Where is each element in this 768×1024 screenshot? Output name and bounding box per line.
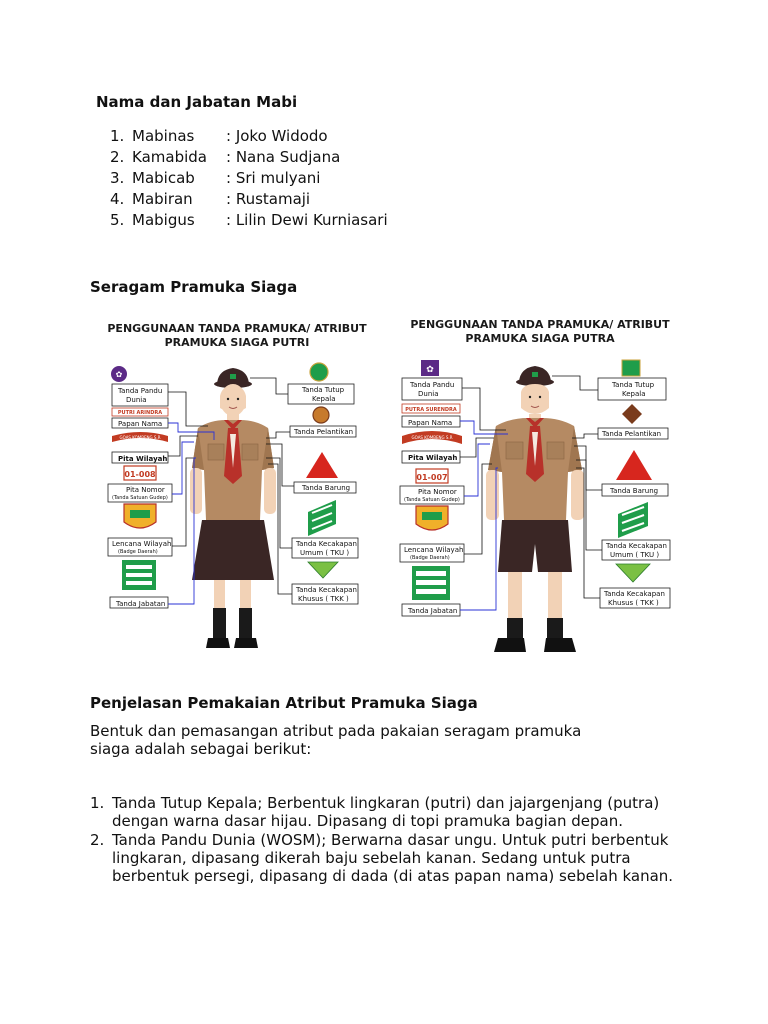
tutup-kepala-badge-icon xyxy=(310,363,328,381)
list-number: 3. xyxy=(110,169,125,187)
label-text: Pita Wilayah xyxy=(408,454,458,462)
scout-boy-figure xyxy=(486,366,584,652)
label-text: Lencana Wilayah xyxy=(404,546,464,554)
name-banner-text: PUTRA SURENDRA xyxy=(405,407,457,413)
list-item-line: dengan warna dasar hijau. Dipasang di topi pramuka bagian depan. xyxy=(112,812,624,830)
label-text: Pita Wilayah xyxy=(118,455,168,463)
barung-triangle-icon xyxy=(616,450,652,480)
label-text: Tanda Kecakapan xyxy=(606,542,667,550)
mabi-name: : Joko Widodo xyxy=(226,127,328,145)
mabi-role: Mabicab xyxy=(132,169,195,187)
label-text: Khusus ( TKK ) xyxy=(608,599,659,607)
mabi-name: : Sri mulyani xyxy=(226,169,321,187)
list-number: 2. xyxy=(90,831,105,849)
pelantikan-badge-icon xyxy=(313,407,329,423)
mabi-name: : Lilin Dewi Kurniasari xyxy=(226,211,388,229)
intro-line: Bentuk dan pemasangan atribut pada pakaian seragam pramuka xyxy=(90,722,582,740)
mabi-role: Mabiran xyxy=(132,190,193,208)
label-subtext: (Badge Daerah) xyxy=(410,555,450,561)
mabi-list xyxy=(110,126,388,231)
label-text: Tanda Barung xyxy=(302,484,351,492)
list-number: 1. xyxy=(90,794,105,812)
panel-putra xyxy=(400,318,670,652)
svg-text:✿: ✿ xyxy=(426,365,434,375)
penjelasan-intro xyxy=(90,722,581,758)
label-text: Tanda Kecakapan xyxy=(296,540,357,548)
label-text: Tanda Pelantikan xyxy=(602,430,662,438)
label-text: Kepala xyxy=(622,390,646,398)
panel-title: PENGGUNAAN TANDA PRAMUKA/ ATRIBUT xyxy=(107,322,367,335)
mabi-role: Mabigus xyxy=(132,211,195,229)
mabi-role: Kamabida xyxy=(132,148,207,166)
barung-triangle-icon xyxy=(306,452,338,478)
label-text: Tanda Pandu xyxy=(410,381,455,389)
list-item-line: Tanda Pandu Dunia (WOSM); Berwarna dasar ungu. Untuk putri berbentuk xyxy=(112,831,669,849)
list-item xyxy=(90,831,673,885)
list-item-line: berbentuk persegi, dipasang di dada (di atas papan nama) sebelah kanan. xyxy=(112,867,674,885)
label-text: Tanda Tutup xyxy=(302,386,345,394)
label-subtext: (Tanda Satuan Gudep) xyxy=(112,495,168,501)
pelantikan-badge-icon xyxy=(622,404,642,424)
panel-putri xyxy=(107,322,367,648)
intro-line: siaga adalah sebagai berikut: xyxy=(90,740,312,758)
label-text: Kepala xyxy=(312,395,336,403)
label-text: Umum ( TKU ) xyxy=(610,551,660,559)
wilayah-ribbon-text: GOAS KOMBENG S.R xyxy=(119,435,161,440)
label-text: Tanda Jabatan xyxy=(116,600,166,608)
mabi-role: Mabinas xyxy=(132,127,195,145)
label-text: Tanda Jabatan xyxy=(408,607,458,615)
list-number: 4. xyxy=(110,190,125,208)
tkk-badge-icon xyxy=(616,564,650,582)
label-text: Papan Nama xyxy=(118,420,163,428)
list-item xyxy=(110,189,388,210)
tutup-kepala-badge-icon xyxy=(622,360,640,376)
mabi-heading: Nama dan Jabatan Mabi xyxy=(96,93,298,111)
label-text: Papan Nama xyxy=(408,419,453,427)
list-item-line: lingkaran, dipasang dikerah baju sebelah kanan. Sedang untuk putra xyxy=(112,849,631,867)
label-subtext: (Badge Daerah) xyxy=(118,549,158,555)
list-number: 2. xyxy=(110,148,125,166)
svg-text:✿: ✿ xyxy=(115,370,123,379)
label-text: Tanda Kecakapan xyxy=(604,590,665,598)
list-item xyxy=(90,794,673,830)
label-text: Pita Nomor xyxy=(126,486,165,494)
list-item xyxy=(110,126,388,147)
panel-subtitle: PRAMUKA SIAGA PUTRA xyxy=(465,332,615,345)
list-item xyxy=(110,168,388,189)
label-text: Khusus ( TKK ) xyxy=(298,595,349,603)
label-text: Pita Nomor xyxy=(418,488,457,496)
list-item xyxy=(110,147,388,168)
label-text: Tanda Kecakapan xyxy=(296,586,357,594)
label-text: Lencana Wilayah xyxy=(112,540,172,548)
label-text: Tanda Barung xyxy=(610,487,659,495)
label-text: Dunia xyxy=(418,390,439,398)
list-item xyxy=(110,210,388,231)
list-number: 1. xyxy=(110,127,125,145)
wilayah-ribbon-text: GOAS KOMBENG S.R xyxy=(411,435,453,440)
scout-girl-figure xyxy=(190,368,276,648)
uniform-figure xyxy=(90,308,690,670)
label-text: Tanda Tutup xyxy=(612,381,655,389)
panel-title: PENGGUNAAN TANDA PRAMUKA/ ATRIBUT xyxy=(410,318,670,331)
label-text: Dunia xyxy=(126,396,147,404)
label-text: Tanda Pandu xyxy=(118,387,163,395)
seragam-heading: Seragam Pramuka Siaga xyxy=(90,278,298,296)
label-text: Tanda Pelantikan xyxy=(294,428,354,436)
pita-nomor-value: 01-007 xyxy=(416,473,448,482)
label-text: Umum ( TKU ) xyxy=(300,549,350,557)
pita-nomor-value: 01-008 xyxy=(124,470,156,479)
mabi-name: : Nana Sudjana xyxy=(226,148,341,166)
penjelasan-list xyxy=(90,794,673,886)
label-subtext: (Tanda Satuan Gudep) xyxy=(404,497,460,503)
panel-subtitle: PRAMUKA SIAGA PUTRI xyxy=(164,336,310,349)
tkk-badge-icon xyxy=(308,562,338,578)
list-item-line: Tanda Tutup Kepala; Berbentuk lingkaran (putri) dan jajargenjang (putra) xyxy=(112,794,660,812)
name-banner-text: PUTRI ARINDRA xyxy=(117,410,163,416)
list-number: 5. xyxy=(110,211,125,229)
penjelasan-heading: Penjelasan Pemakaian Atribut Pramuka Siaga xyxy=(90,694,478,712)
mabi-name: : Rustamaji xyxy=(226,190,311,208)
